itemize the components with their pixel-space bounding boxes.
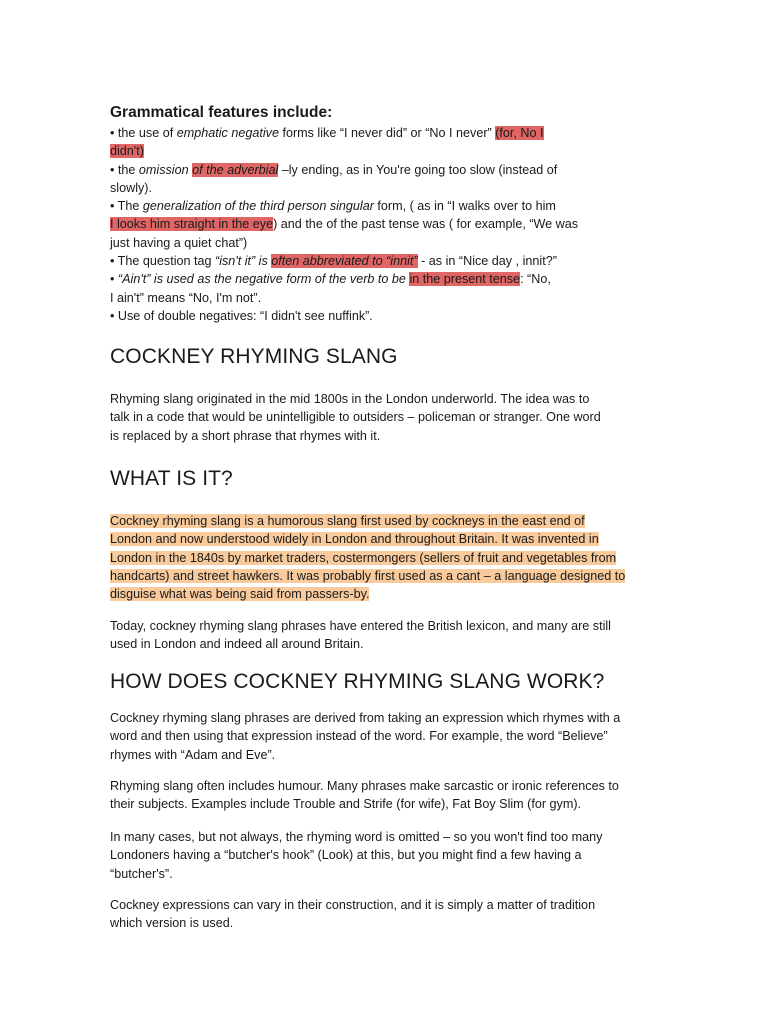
bullet-text: forms like “I never did” or “No I never” (278, 126, 496, 140)
bullet-line: slowly). (110, 180, 152, 195)
bullet-question-tag (110, 252, 710, 270)
bullet-aint (110, 270, 710, 288)
paragraph-line: Today, cockney rhyming slang phrases have entered the British lexicon, and many are still (110, 619, 611, 633)
paragraph-line: used in London and indeed all around Britain. (110, 637, 364, 652)
bullet-emphasis: omission (138, 162, 189, 177)
bullet-text: • (110, 272, 118, 287)
paragraph-omission (110, 828, 710, 883)
highlight-red: didn't) (110, 144, 144, 159)
paragraph-line: talk in a code that would be unintelligible to outsiders – policeman or stranger. One word (110, 410, 601, 425)
highlight-red: often abbreviated to “innit” (271, 254, 418, 269)
bullet-omission (110, 161, 710, 179)
bullet-text: form, ( as in “I walks over to him (373, 199, 556, 214)
paragraph-derivation (110, 709, 710, 764)
bullet-text: • The question tag (110, 254, 215, 269)
paragraph-origin (110, 390, 710, 445)
paragraph-line: In many cases, but not always, the rhyming word is omitted – so you won't find too many (110, 830, 603, 844)
bullet-text: –ly ending, as in You're going too slow (instead of (278, 162, 558, 177)
section-heading-how-it-works: HOW DOES COCKNEY RHYMING SLANG WORK? (110, 670, 605, 693)
bullet-text: - as in “Nice day , innit?” (417, 254, 557, 269)
bullet-text: • The (110, 199, 143, 214)
bullet-line (110, 215, 710, 233)
bullet-text: ) and the of the past tense was ( for example, “We was (273, 217, 579, 232)
highlight-red: of the adverbial (192, 162, 279, 177)
highlight-red: I looks him straight in the eye (110, 217, 274, 232)
highlight-red: (for, No I (495, 126, 544, 140)
paragraph-humour (110, 777, 710, 814)
grammar-heading: Grammatical features include: (110, 104, 333, 121)
paragraph-line: word and then using that expression instead of the word. For example, the word “Believe” (110, 729, 608, 744)
paragraph-line: rhymes with “Adam and Eve”. (110, 747, 276, 762)
bullet-emphasis: “isn't it” is (215, 254, 268, 269)
bullet-emphatic-negative (110, 124, 710, 142)
bullet-emphasis: emphatic negative (176, 126, 279, 140)
bullet-double-negatives: • Use of double negatives: “I didn't see nuffink”. (110, 308, 373, 323)
section-heading-cockney: COCKNEY RHYMING SLANG (110, 345, 398, 368)
highlight-orange: handcarts) and street hawkers. It was probably first used as a cant – a language designed to (110, 568, 626, 583)
bullet-emphasis: “Ain't” is used as the negative form of the verb to be (117, 272, 406, 287)
bullet-emphasis: generalization of the third person singular (142, 199, 374, 214)
highlight-orange: London in the 1840s by market traders, costermongers (sellers of fruit and vegetables from (110, 550, 617, 565)
highlight-orange: disguise what was being said from passers-by. (110, 587, 370, 602)
section-heading-what-is-it: WHAT IS IT? (110, 467, 233, 490)
paragraph-highlighted-definition (110, 512, 710, 603)
paragraph-line: Rhyming slang originated in the mid 1800s in the London underworld. The idea was to (110, 392, 590, 406)
bullet-text: • the (110, 162, 139, 177)
paragraph-line: Cockney rhyming slang phrases are derived from taking an expression which rhymes with a (110, 711, 621, 725)
paragraph-line: Cockney expressions can vary in their construction, and it is simply a matter of tradition (110, 898, 596, 912)
bullet-line: I ain't” means “No, I'm not”. (110, 290, 262, 305)
paragraph-today (110, 617, 710, 654)
highlight-red: in the present tense (409, 272, 521, 287)
grammar-bullet-list (110, 124, 710, 325)
bullet-text: : “No, (520, 272, 551, 287)
bullet-line (110, 142, 710, 160)
highlight-orange: Cockney rhyming slang is a humorous slang first used by cockneys in the east end of (110, 514, 585, 528)
paragraph-line: their subjects. Examples include Trouble and Strife (for wife), Fat Boy Slim (for gym). (110, 797, 582, 812)
paragraph-line: “butcher's”. (110, 866, 173, 881)
paragraph-line: which version is used. (110, 916, 234, 931)
paragraph-variation (110, 896, 710, 933)
bullet-line: just having a quiet chat”) (110, 235, 248, 250)
bullet-text: • the use of (110, 126, 177, 140)
paragraph-line: Londoners having a “butcher's hook” (Look) at this, but you might find a few having a (110, 848, 582, 863)
paragraph-line: Rhyming slang often includes humour. Many phrases make sarcastic or ironic references to (110, 779, 619, 793)
bullet-generalization (110, 197, 710, 215)
paragraph-line: is replaced by a short phrase that rhymes with it. (110, 428, 381, 443)
highlight-orange: London and now understood widely in London and throughout Britain. It was invented in (110, 532, 599, 547)
